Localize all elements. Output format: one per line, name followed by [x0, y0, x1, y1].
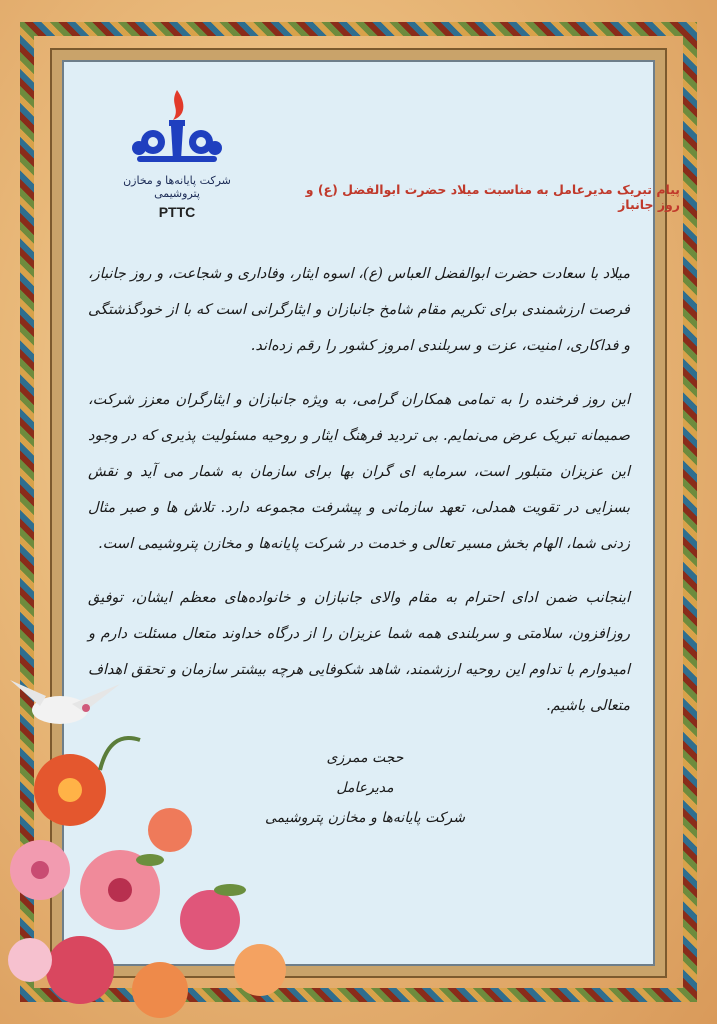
paragraph-1: میلاد با سعادت حضرت ابوالفضل العباس (ع)، اسوه ایثار، وفاداری و شجاعت، و روز جانباز، فرصت ارزشمندی برای تکریم مقام شامخ جانبازان و ایثارگرانی است که با از خودگذشتگی و فداکاری، امنیت، عزت و سربلندی امروز کشور را رقم زده‌اند.	[88, 266, 630, 354]
flower-bouquet-illustration	[0, 670, 350, 1024]
paragraph-3: اینجانب ضمن ادای احترام به مقام والای جانبازان و خانواده‌های معظم ایشان، توفیق روزافزون، سلامتی و سربلندی همه شما عزیزان را از درگاه خداوند متعال مسئلت دارم و امیدوارم با تداوم این روحیه ارزشمند، شاهد شکوفایی هرچه بیشتر سازمان و تحقق اهداف متعالی باشیم.	[88, 590, 630, 714]
flame-logo-icon	[129, 86, 225, 172]
signer-company: شرکت پایانه‌ها و مخازن پتروشیمی	[265, 810, 465, 826]
signer-title: مدیرعامل	[336, 780, 394, 796]
logo-abbreviation: PTTC	[158, 204, 196, 220]
flower-cluster-icon	[8, 738, 286, 1018]
company-logo	[107, 86, 247, 220]
dove-icon	[10, 680, 120, 724]
message-headline: پیام تبریک مدیرعامل به مناسبت میلاد حضرت ابوالفضل (ع) و روز جانباز	[305, 182, 680, 212]
paragraph-2: این روز فرخنده را به تمامی همکاران گرامی، به ویژه جانبازان و ایثارگران معزز شرکت، صمیمانه تبریک عرض می‌نمایم. بی تردید فرهنگ ایثار و روحیه مسئولیت پذیری که در وجود این عزیزان متبلور است، سرمایه ای گران بها برای سازمان به شمار می آید و نقش بسزایی در تقویت همدلی، تعهد سازمانی و پیشرفت مجموعه دارد. تلاش ها و صبر مثال زدنی شما، الهام بخش مسیر تعالی و خدمت در شرکت پایانه‌ها و مخازن پتروشیمی است.	[88, 392, 630, 552]
logo-caption: شرکت پایانه‌ها و مخازن پتروشیمی	[123, 174, 231, 200]
signer-name: حجت ممرزی	[326, 750, 404, 766]
